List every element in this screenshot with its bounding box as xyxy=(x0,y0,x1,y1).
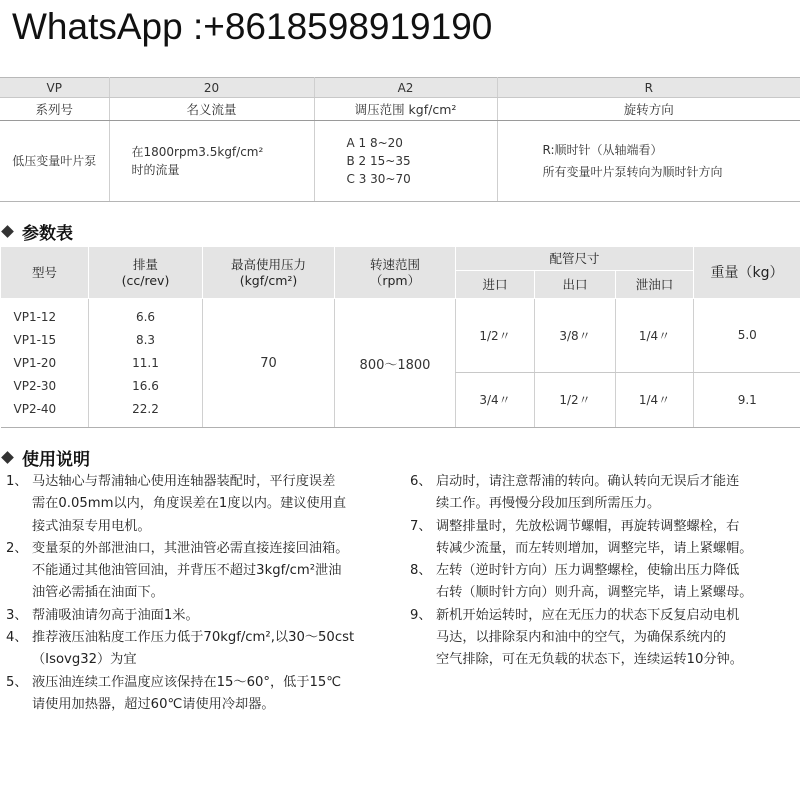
rotation-line: R:顺时针（从轴端看） xyxy=(542,143,663,157)
instruction-line: 请使用加热器，超过60℃请使用冷却器。 xyxy=(32,696,275,712)
pressure-ranges xyxy=(314,121,497,202)
header-max-pressure-unit: (kgf/cm²) xyxy=(239,272,298,288)
displacement-cell xyxy=(89,299,203,428)
model-name: VP1-12 xyxy=(13,310,57,324)
rotation-description xyxy=(497,121,800,202)
instruction-line: 续工作。再慢慢分段加压到所需压力。 xyxy=(436,496,661,512)
flow-description xyxy=(109,121,314,202)
series-description: 低压变量叶片泵 xyxy=(0,121,109,202)
instruction-line: 油管必需插在油面下。 xyxy=(32,585,164,601)
instructions-heading xyxy=(0,445,90,470)
instruction-item xyxy=(6,538,402,605)
instructions-right-column xyxy=(410,471,800,672)
header-speed xyxy=(335,247,456,299)
description-row xyxy=(0,121,800,202)
displacement-value: 16.6 xyxy=(132,379,159,393)
displacement-value: 6.6 xyxy=(135,310,156,324)
displacement-value: 8.3 xyxy=(135,333,156,347)
instruction-item xyxy=(6,672,402,717)
spec-table xyxy=(0,247,800,428)
displacement-list xyxy=(89,308,202,418)
header-displacement-label: 排量 xyxy=(132,256,158,272)
instruction-number: 3、 xyxy=(6,607,28,623)
model-list xyxy=(1,308,89,418)
instruction-line: 接式油泵专用电机。 xyxy=(32,518,151,534)
label-cell: 调压范围 kgf/cm² xyxy=(314,98,497,121)
instruction-line: 帮浦吸油请勿高于油面1米。 xyxy=(32,607,199,623)
instruction-line: 不能通过其他油管回油，并背压不超过3kgf/cm²泄油 xyxy=(32,563,342,579)
code-cell: A2 xyxy=(314,78,497,98)
label-cell: 名义流量 xyxy=(109,98,314,121)
code-cell: 20 xyxy=(109,78,314,98)
label-cell: 旋转方向 xyxy=(497,98,800,121)
instruction-number: 7、 xyxy=(410,518,432,534)
rotation-line: 所有变量叶片泵转向为顺时针方向 xyxy=(542,165,723,179)
code-cell: VP xyxy=(0,78,109,98)
instruction-line: 变量泵的外部泄油口，其泄油管必需直接连接回油箱。 xyxy=(32,540,349,556)
weight-cell: 9.1 xyxy=(694,372,800,427)
instruction-line: 需在0.05mm以内，角度误差在1度以内。建议使用直 xyxy=(32,496,347,512)
instruction-number: 6、 xyxy=(410,474,432,489)
header-inlet: 进口 xyxy=(456,271,535,299)
displacement-value: 11.1 xyxy=(132,356,159,370)
diamond-bullet-icon xyxy=(1,225,14,238)
speed-range-cell: 800～1800 xyxy=(335,299,456,428)
header-speed-label: 转速范围 xyxy=(369,256,420,272)
spec-section-title: 参数表 xyxy=(22,224,73,244)
instruction-item xyxy=(410,471,800,516)
whatsapp-contact: WhatsApp :+8618598919190 xyxy=(12,6,493,47)
header-displacement xyxy=(89,247,203,299)
instruction-line: 马达轴心与帮浦轴心使用连轴器装配时，平行度误差 xyxy=(32,474,336,489)
instruction-line: （Isovg32）为宜 xyxy=(32,652,137,668)
instruction-line: 调整排量时，先放松调节螺帽，再旋转调整螺栓，右 xyxy=(436,518,740,534)
instruction-line: 马达，以排除泵内和油中的空气，为确保系统内的 xyxy=(436,630,727,646)
outlet-cell: 3/8〃 xyxy=(535,299,616,373)
instruction-item xyxy=(6,627,402,672)
spec-header-row xyxy=(1,247,800,271)
header-displacement-unit: (cc/rev) xyxy=(121,272,170,288)
max-pressure-cell: 70 xyxy=(203,299,335,428)
instruction-line: 空气排除，可在无负载的状态下，连续运转10分钟。 xyxy=(436,652,743,668)
header-max-pressure-label: 最高使用压力 xyxy=(230,256,306,272)
instruction-item xyxy=(6,471,402,538)
displacement-value: 22.2 xyxy=(132,402,159,416)
instruction-number: 2、 xyxy=(6,540,28,556)
instruction-line: 右转（顺时针方向）则升高，调整完毕，请上紧螺母。 xyxy=(436,585,753,601)
pressure-range-item: B 2 15~35 xyxy=(346,154,411,168)
instruction-item xyxy=(410,516,800,561)
header-max-pressure xyxy=(203,247,335,299)
header-model: 型号 xyxy=(1,247,89,299)
instruction-number: 4、 xyxy=(6,630,28,646)
model-name: VP1-20 xyxy=(13,356,57,370)
header-speed-unit: （rpm） xyxy=(369,272,421,288)
instruction-item xyxy=(6,605,402,627)
instructions-left-column xyxy=(6,471,402,716)
header-piping: 配管尺寸 xyxy=(456,247,694,271)
inlet-cell: 1/2〃 xyxy=(456,299,535,373)
instruction-line: 液压油连续工作温度应该保持在15～60°，低于15℃ xyxy=(32,674,342,690)
instruction-line: 新机开始运转时，应在无压力的状态下反复启动电机 xyxy=(436,607,740,623)
pressure-range-item: A 1 8~20 xyxy=(346,136,403,150)
model-code-table xyxy=(0,77,800,202)
drain-cell: 1/4〃 xyxy=(616,372,694,427)
label-cell: 系列号 xyxy=(0,98,109,121)
header-weight: 重量（kg） xyxy=(694,247,800,299)
instruction-item xyxy=(410,560,800,605)
diamond-bullet-icon xyxy=(1,451,14,464)
drain-cell: 1/4〃 xyxy=(616,299,694,373)
flow-line: 时的流量 xyxy=(131,163,180,177)
instructions-title: 使用说明 xyxy=(22,450,90,470)
outlet-cell: 1/2〃 xyxy=(535,372,616,427)
instruction-line: 推荐液压油粘度工作压力低于70kgf/cm²,以30～50cst xyxy=(32,630,355,646)
model-name: VP2-30 xyxy=(13,379,57,393)
label-row xyxy=(0,98,800,121)
instruction-line: 转减少流量，而左转则增加，调整完毕，请上紧螺帽。 xyxy=(436,540,753,556)
spec-section-heading xyxy=(0,219,73,244)
pressure-range-item: C 3 30~70 xyxy=(346,172,411,186)
spec-row xyxy=(1,299,800,373)
header-outlet: 出口 xyxy=(535,271,616,299)
model-name: VP1-15 xyxy=(13,333,57,347)
instruction-number: 5、 xyxy=(6,674,28,690)
inlet-cell: 3/4〃 xyxy=(456,372,535,427)
model-cell xyxy=(1,299,89,428)
model-name: VP2-40 xyxy=(13,402,57,416)
instruction-line: 左转（逆时针方向）压力调整螺栓，使输出压力降低 xyxy=(436,563,740,579)
code-cell: R xyxy=(497,78,800,98)
header-drain: 泄油口 xyxy=(616,271,694,299)
instruction-line: 启动时，请注意帮浦的转向。确认转向无误后才能连 xyxy=(436,474,740,489)
weight-cell: 5.0 xyxy=(694,299,800,373)
instruction-number: 1、 xyxy=(6,474,28,489)
instruction-number: 8、 xyxy=(410,563,432,579)
flow-line: 在1800rpm3.5kgf/cm² xyxy=(131,145,264,159)
instruction-number: 9、 xyxy=(410,607,432,623)
code-row xyxy=(0,78,800,98)
instruction-item xyxy=(410,605,800,672)
